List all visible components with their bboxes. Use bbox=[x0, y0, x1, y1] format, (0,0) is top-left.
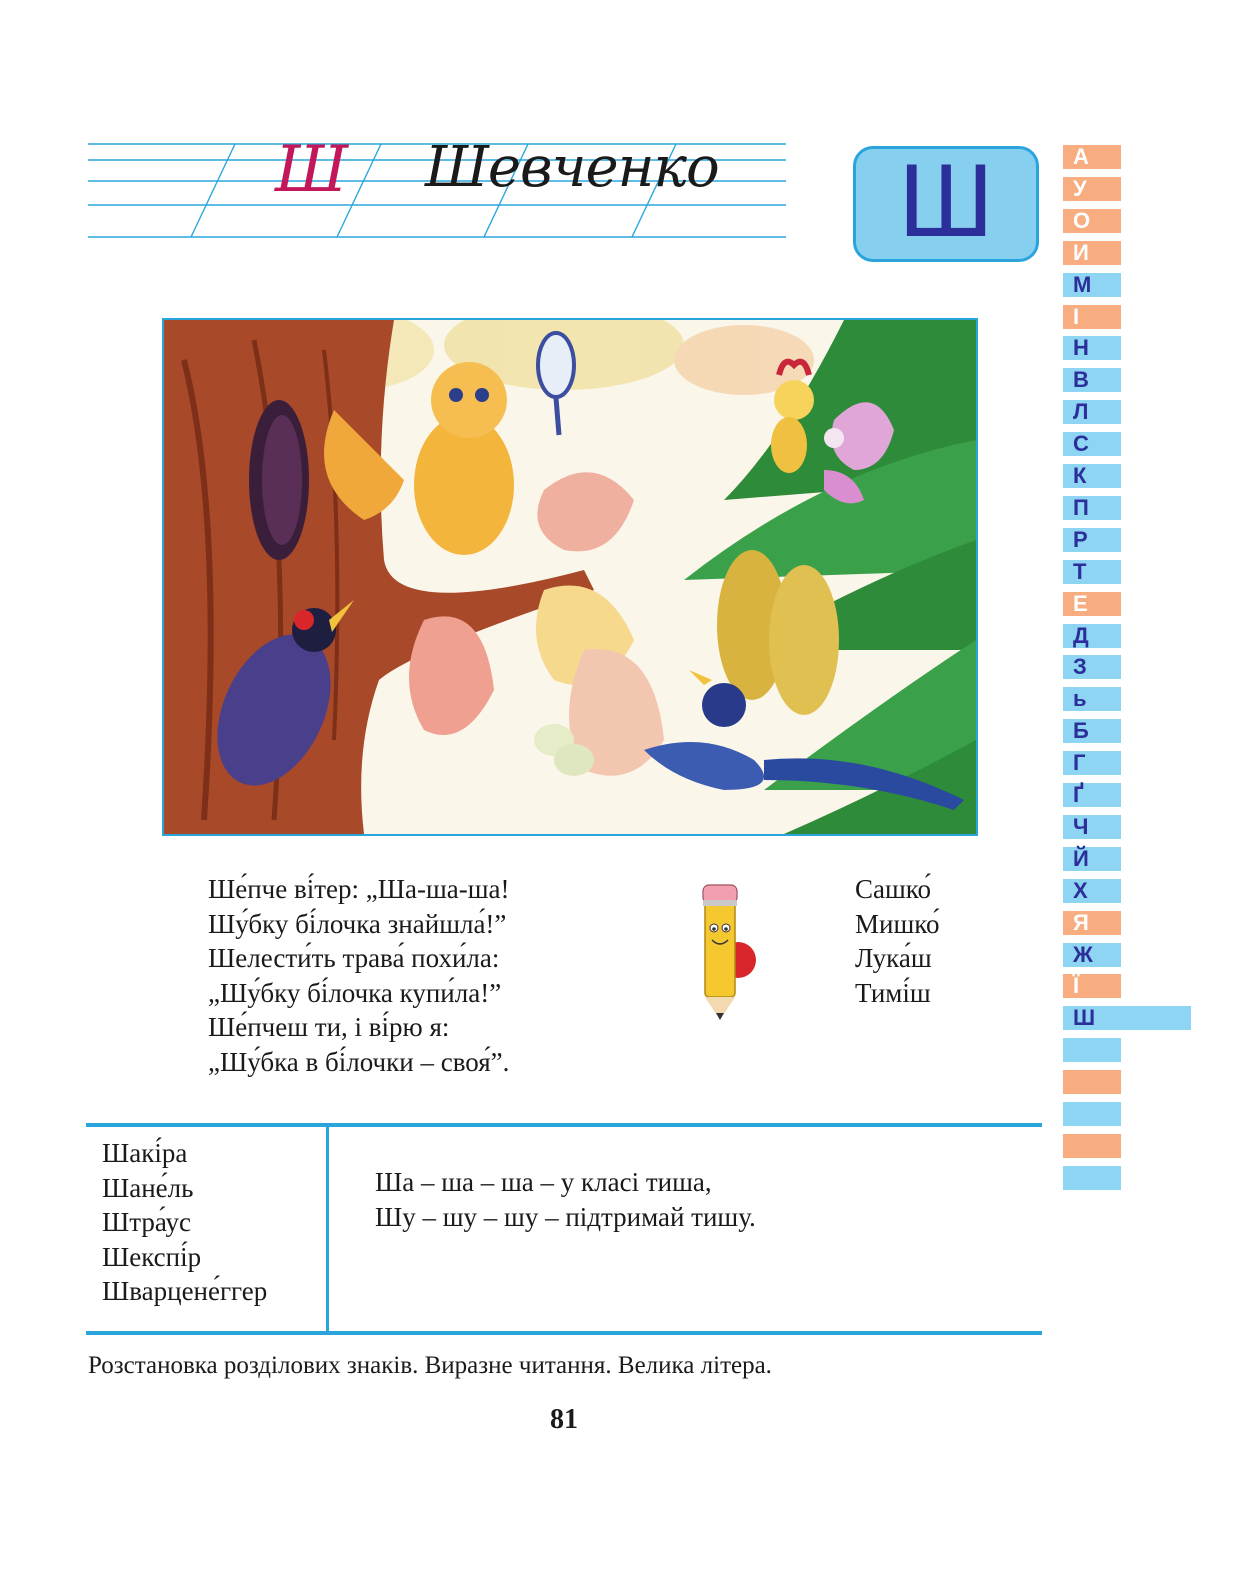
alphabet-letter: Д bbox=[1063, 624, 1121, 648]
famous-names-list bbox=[102, 1136, 267, 1309]
alphabet-letter: К bbox=[1063, 464, 1121, 488]
alphabet-letter: Е bbox=[1063, 592, 1121, 616]
name-item: Тимі́ш bbox=[855, 977, 931, 1008]
tongue-twister bbox=[375, 1165, 756, 1234]
pencil-mascot-icon bbox=[690, 880, 760, 1025]
alphabet-letter: Р bbox=[1063, 528, 1121, 552]
poem-line: „Шу́бку бі́лочка купи́ла!” bbox=[208, 977, 502, 1008]
forest-scene-image bbox=[164, 320, 976, 834]
alphabet-letter: Ч bbox=[1063, 815, 1121, 839]
calligraphy-word: Шевченко bbox=[425, 135, 719, 200]
alphabet-letter: З bbox=[1063, 655, 1121, 679]
table-top-rule bbox=[86, 1123, 1042, 1127]
alphabet-letter: ь bbox=[1063, 687, 1121, 711]
table-divider bbox=[326, 1123, 329, 1335]
famous-name: Шварцене́ггер bbox=[102, 1276, 268, 1307]
illustration-squirrel-forest bbox=[162, 318, 978, 836]
poem-line: Ше́пче ві́тер: „Ша-ша-ша! bbox=[208, 874, 510, 904]
alphabet-letter: О bbox=[1063, 209, 1121, 233]
alphabet-letter: І bbox=[1063, 305, 1121, 329]
tongue-twister-line: Ша – ша – ша – у класі тиша, bbox=[375, 1167, 712, 1197]
page-number: 81 bbox=[550, 1404, 578, 1435]
alphabet-letter: Х bbox=[1063, 879, 1121, 903]
poem-line: „Шу́бка в бі́лочки – своя́”. bbox=[208, 1046, 510, 1077]
alphabet-letter: С bbox=[1063, 432, 1121, 456]
alphabet-letter: А bbox=[1063, 145, 1121, 169]
alphabet-letter: Г bbox=[1063, 751, 1121, 775]
alphabet-letter: П bbox=[1063, 496, 1121, 520]
alphabet-letter: Б bbox=[1063, 719, 1121, 743]
names-list bbox=[855, 872, 940, 1010]
poem-line: Ше́пчеш ти, і ві́рю я: bbox=[208, 1012, 450, 1043]
alphabet-letter: Л bbox=[1063, 400, 1121, 424]
big-letter: Ш bbox=[898, 143, 994, 259]
alphabet-letter: Н bbox=[1063, 336, 1121, 360]
name-item: Мишко́ bbox=[855, 908, 940, 939]
alphabet-blank bbox=[1063, 1102, 1121, 1126]
alphabet-letter: Т bbox=[1063, 560, 1121, 584]
alphabet-blank bbox=[1063, 1038, 1121, 1062]
alphabet-letter: Ґ bbox=[1063, 783, 1121, 807]
calligraphy-letter: Ш bbox=[275, 133, 349, 207]
famous-name: Шекспі́р bbox=[102, 1241, 202, 1272]
poem-line: Шелести́ть трава́ похи́ла: bbox=[208, 943, 500, 974]
table-bottom-rule bbox=[86, 1331, 1042, 1335]
name-item: Сашко́ bbox=[855, 874, 932, 904]
alphabet-letter: Ж bbox=[1063, 943, 1121, 967]
tongue-twister-line: Шу – шу – шу – підтримай тишу. bbox=[375, 1201, 756, 1232]
alphabet-letter: М bbox=[1063, 273, 1121, 297]
alphabet-blank bbox=[1063, 1134, 1121, 1158]
alphabet-letter: Я bbox=[1063, 911, 1121, 935]
famous-name: Шане́ль bbox=[102, 1172, 194, 1203]
big-letter-box bbox=[853, 143, 1039, 262]
lesson-caption: Розстановка розділових знаків. Виразне читання. Велика літера. bbox=[88, 1352, 772, 1379]
famous-name: Штра́ус bbox=[102, 1207, 191, 1238]
alphabet-letter: Ї bbox=[1063, 974, 1121, 998]
alphabet-blank bbox=[1063, 1166, 1121, 1190]
alphabet-letter: В bbox=[1063, 368, 1121, 392]
poem bbox=[208, 872, 510, 1080]
alphabet-letter: У bbox=[1063, 177, 1121, 201]
alphabet-letter: И bbox=[1063, 241, 1121, 265]
name-item: Лука́ш bbox=[855, 943, 932, 974]
famous-name: Шакі́ра bbox=[102, 1138, 188, 1168]
alphabet-letter: Й bbox=[1063, 847, 1121, 871]
alphabet-letter: Ш bbox=[1063, 1006, 1191, 1030]
poem-line: Шу́бку бі́лочка знайшла́!” bbox=[208, 908, 507, 939]
alphabet-blank bbox=[1063, 1070, 1121, 1094]
